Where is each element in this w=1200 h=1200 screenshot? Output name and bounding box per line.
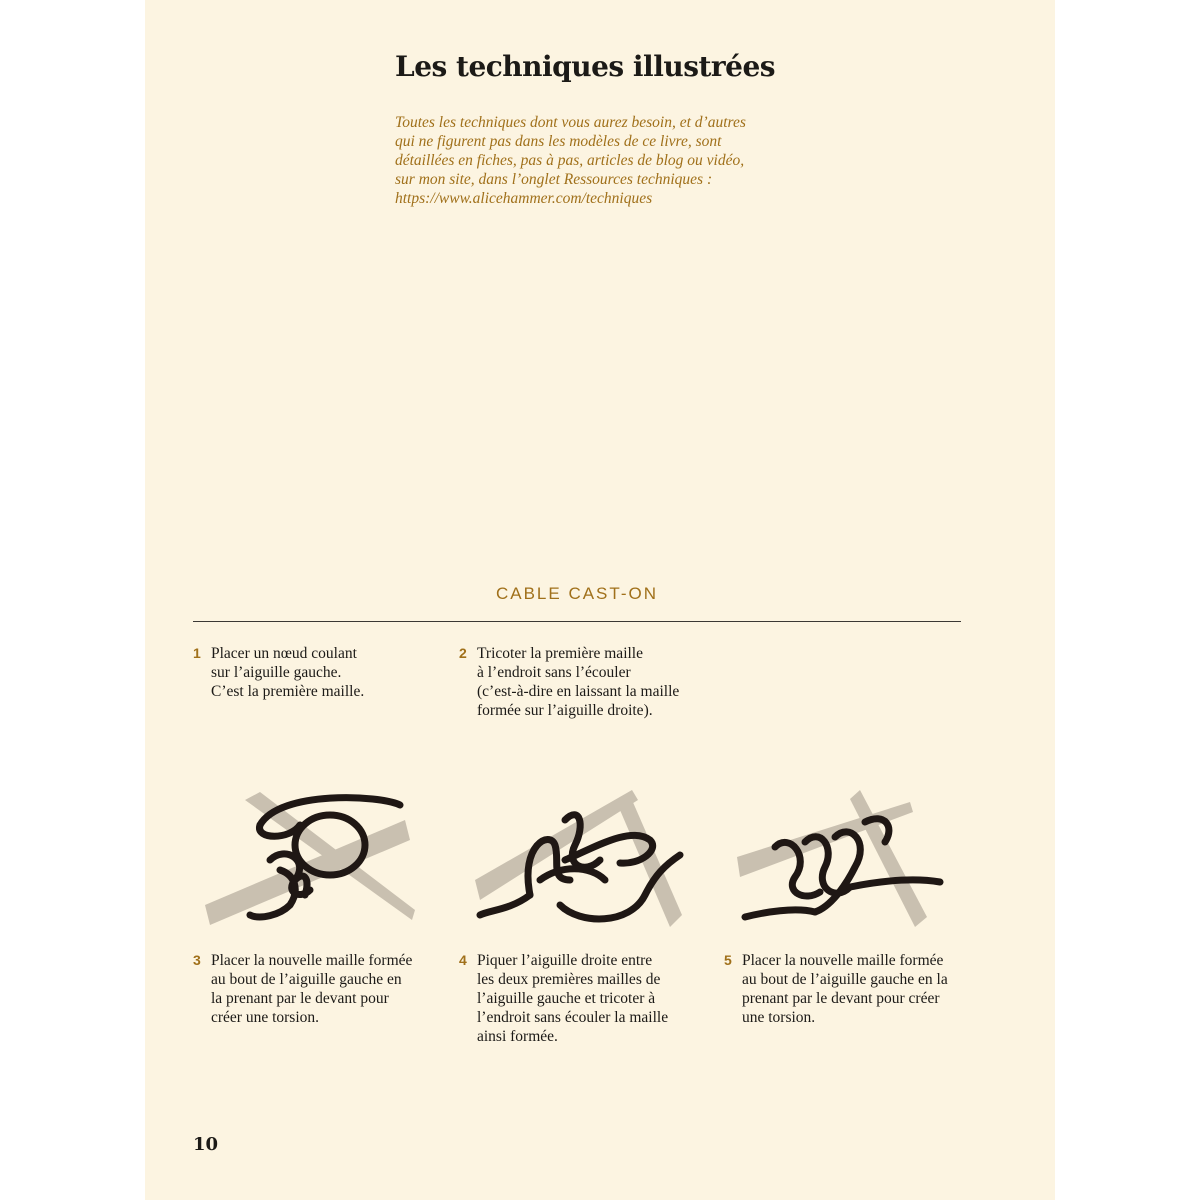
step-line: au bout de l’aiguille gauche en: [211, 971, 402, 988]
step-line: sur l’aiguille gauche.: [211, 664, 342, 681]
intro-link[interactable]: https://www.alicehammer.com/techniques: [395, 190, 653, 207]
step-line: à l’endroit sans l’écouler: [477, 664, 631, 681]
intro-line: Toutes les techniques dont vous aurez besoin, et d’autres: [395, 114, 746, 131]
intro-paragraph: [395, 113, 795, 208]
step-line: ainsi formée.: [477, 1028, 558, 1045]
step-text: [477, 644, 679, 720]
step-5: [724, 951, 984, 1031]
step-line: au bout de l’aiguille gauche en la: [742, 971, 948, 988]
step-line: l’endroit sans écouler la maille: [477, 1009, 669, 1026]
page-title: Les techniques illustrées: [395, 50, 776, 83]
step-4: [459, 951, 719, 1051]
step-line: prenant par le devant pour créer: [742, 990, 940, 1007]
step-2: [459, 644, 719, 724]
intro-line: sur mon site, dans l’onglet Ressources techniques :: [395, 171, 713, 188]
step-3: [193, 951, 453, 1031]
step-text: [211, 644, 364, 701]
step-number: 5: [724, 952, 732, 968]
step-number: 3: [193, 952, 201, 968]
step-line: (c’est-à-dire en laissant la maille: [477, 683, 680, 700]
step-text: [211, 951, 412, 1027]
step-line: Placer la nouvelle maille formée: [742, 952, 944, 969]
knitting-illustration: [735, 787, 955, 937]
section-title: CABLE CAST-ON: [495, 584, 659, 603]
step-number: 2: [459, 645, 467, 661]
section-divider: [193, 621, 961, 622]
step-text: [477, 951, 668, 1046]
step-number: 4: [459, 952, 467, 968]
step-text: [742, 951, 948, 1027]
step-line: Placer la nouvelle maille formée: [211, 952, 413, 969]
step-line: l’aiguille gauche et tricoter à: [477, 990, 656, 1007]
knitting-illustration: [200, 780, 425, 930]
step-line: la prenant par le devant pour: [211, 990, 389, 1007]
step-line: Placer un nœud coulant: [211, 645, 357, 662]
step-number: 1: [193, 645, 201, 661]
intro-line: détaillées en fiches, pas à pas, articles de blog ou vidéo,: [395, 152, 745, 169]
intro-line: qui ne figurent pas dans les modèles de ce livre, sont: [395, 133, 722, 150]
step-line: Tricoter la première maille: [477, 645, 643, 662]
knitting-illustration: [470, 785, 695, 935]
step-1: [193, 644, 443, 724]
step-line: créer une torsion.: [211, 1009, 320, 1026]
page-number: 10: [193, 1134, 219, 1155]
step-line: C’est la première maille.: [211, 683, 365, 700]
step-line: Piquer l’aiguille droite entre: [477, 952, 653, 969]
step-line: les deux premières mailles de: [477, 971, 661, 988]
step-line: formée sur l’aiguille droite).: [477, 702, 653, 719]
step-line: une torsion.: [742, 1009, 816, 1026]
